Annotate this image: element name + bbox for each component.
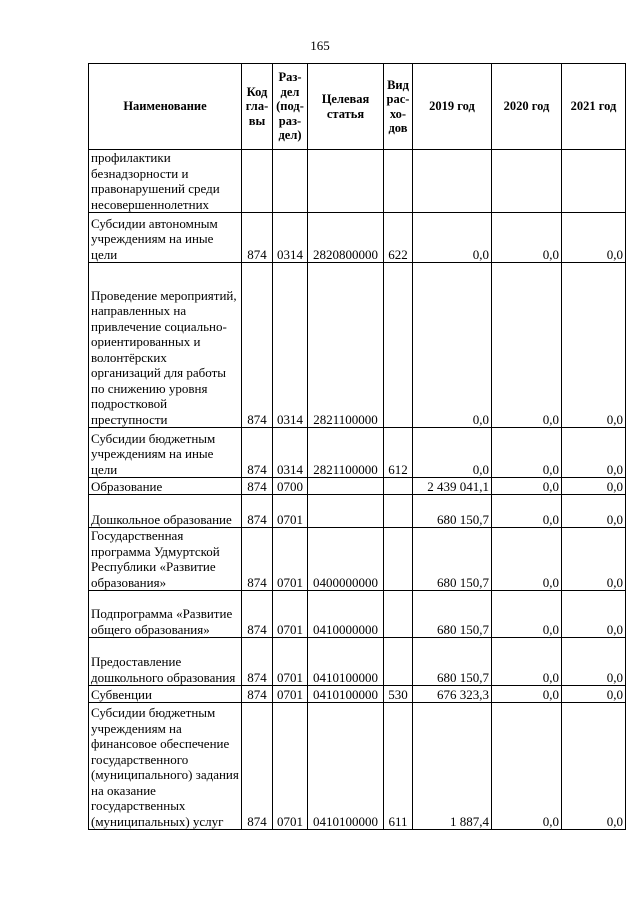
- cell-type: [384, 528, 413, 591]
- table-row: [89, 428, 626, 478]
- cell-chapter: 874: [242, 703, 273, 830]
- cell-y2020: 0,0: [492, 528, 562, 591]
- cell-y2020: [492, 150, 562, 213]
- cell-y2019: 0,0: [413, 213, 492, 263]
- cell-section: 0314: [273, 213, 308, 263]
- cell-y2021: 0,0: [562, 528, 626, 591]
- table-row: [89, 213, 626, 263]
- cell-y2019: 680 150,7: [413, 528, 492, 591]
- cell-section: 0701: [273, 528, 308, 591]
- table-row: [89, 478, 626, 495]
- cell-target: [308, 150, 384, 213]
- header-2020: 2020 год: [492, 64, 562, 150]
- table-row: [89, 638, 626, 686]
- cell-name: Субсидии бюджетным учреждениям на иные цели: [89, 428, 242, 478]
- cell-type: [384, 495, 413, 528]
- cell-section: 0701: [273, 638, 308, 686]
- header-row: [89, 64, 626, 150]
- header-chapter: Код гла-вы: [242, 64, 273, 150]
- cell-name: Субсидии автономным учреждениям на иные цели: [89, 213, 242, 263]
- cell-type: [384, 150, 413, 213]
- cell-section: 0701: [273, 686, 308, 703]
- page-number: 165: [310, 38, 330, 53]
- cell-y2020: 0,0: [492, 638, 562, 686]
- cell-section: 0700: [273, 478, 308, 495]
- cell-y2019: 680 150,7: [413, 638, 492, 686]
- cell-y2020: 0,0: [492, 703, 562, 830]
- table-row: [89, 495, 626, 528]
- cell-type: 530: [384, 686, 413, 703]
- cell-section: 0701: [273, 591, 308, 638]
- header-name: Наименование: [89, 64, 242, 150]
- cell-y2019: 2 439 041,1: [413, 478, 492, 495]
- cell-y2019: 676 323,3: [413, 686, 492, 703]
- cell-section: [273, 150, 308, 213]
- header-2021: 2021 год: [562, 64, 626, 150]
- cell-chapter: 874: [242, 428, 273, 478]
- header-expense-type: Вид рас-хо-дов: [384, 64, 413, 150]
- cell-target: [308, 478, 384, 495]
- cell-chapter: 874: [242, 213, 273, 263]
- cell-chapter: 874: [242, 686, 273, 703]
- budget-table: [88, 63, 626, 830]
- cell-y2021: 0,0: [562, 213, 626, 263]
- cell-target: 2820800000: [308, 213, 384, 263]
- cell-target: 0410100000: [308, 638, 384, 686]
- cell-chapter: 874: [242, 495, 273, 528]
- cell-y2020: 0,0: [492, 591, 562, 638]
- cell-y2021: 0,0: [562, 591, 626, 638]
- cell-y2019: 680 150,7: [413, 591, 492, 638]
- cell-target: 0410000000: [308, 591, 384, 638]
- cell-y2021: [562, 150, 626, 213]
- cell-target: 2821100000: [308, 428, 384, 478]
- cell-chapter: [242, 150, 273, 213]
- cell-y2019: 0,0: [413, 263, 492, 428]
- cell-y2021: 0,0: [562, 495, 626, 528]
- cell-chapter: 874: [242, 263, 273, 428]
- cell-y2020: 0,0: [492, 213, 562, 263]
- cell-chapter: 874: [242, 638, 273, 686]
- cell-chapter: 874: [242, 478, 273, 495]
- header-2019: 2019 год: [413, 64, 492, 150]
- cell-y2021: 0,0: [562, 703, 626, 830]
- table-row: [89, 703, 626, 830]
- cell-target: 0410100000: [308, 686, 384, 703]
- cell-y2020: 0,0: [492, 478, 562, 495]
- table-row: [89, 591, 626, 638]
- cell-section: 0701: [273, 703, 308, 830]
- cell-type: [384, 478, 413, 495]
- cell-name: Предоставление дошкольного образования: [89, 638, 242, 686]
- table-row: [89, 686, 626, 703]
- cell-name: Государственная программа Удмуртской Республики «Развитие образования»: [89, 528, 242, 591]
- cell-y2021: 0,0: [562, 638, 626, 686]
- cell-y2019: [413, 150, 492, 213]
- cell-y2019: 680 150,7: [413, 495, 492, 528]
- cell-type: [384, 591, 413, 638]
- cell-y2021: 0,0: [562, 686, 626, 703]
- cell-y2019: 1 887,4: [413, 703, 492, 830]
- table-row: [89, 528, 626, 591]
- cell-chapter: 874: [242, 591, 273, 638]
- cell-target: 0400000000: [308, 528, 384, 591]
- cell-type: 611: [384, 703, 413, 830]
- cell-name: Образование: [89, 478, 242, 495]
- cell-name: Субвенции: [89, 686, 242, 703]
- table-row: [89, 150, 626, 213]
- cell-y2019: 0,0: [413, 428, 492, 478]
- table-row: [89, 263, 626, 428]
- header-target: Целевая статья: [308, 64, 384, 150]
- cell-y2021: 0,0: [562, 478, 626, 495]
- cell-name: Субсидии бюджетным учреждениям на финансовое обеспечение государственного (муниципального) задания на оказание государственных (муниципальных) услуг: [89, 703, 242, 830]
- cell-type: 622: [384, 213, 413, 263]
- cell-section: 0314: [273, 428, 308, 478]
- cell-section: 0701: [273, 495, 308, 528]
- header-section: Раз-дел (под-раз-дел): [273, 64, 308, 150]
- cell-y2021: 0,0: [562, 263, 626, 428]
- cell-type: [384, 638, 413, 686]
- cell-y2020: 0,0: [492, 428, 562, 478]
- cell-target: [308, 495, 384, 528]
- cell-target: 2821100000: [308, 263, 384, 428]
- cell-name: Проведение мероприятий, направленных на привлечение социально-ориентированных и волонтёрских организаций для работы по снижению уровня подростковой преступности: [89, 263, 242, 428]
- cell-y2021: 0,0: [562, 428, 626, 478]
- cell-y2020: 0,0: [492, 495, 562, 528]
- cell-name: Подпрограмма «Развитие общего образования»: [89, 591, 242, 638]
- cell-name: профилактики безнадзорности и правонарушений среди несовершеннолетних: [89, 150, 242, 213]
- cell-type: 612: [384, 428, 413, 478]
- cell-type: [384, 263, 413, 428]
- cell-section: 0314: [273, 263, 308, 428]
- cell-y2020: 0,0: [492, 686, 562, 703]
- cell-name: Дошкольное образование: [89, 495, 242, 528]
- cell-y2020: 0,0: [492, 263, 562, 428]
- cell-chapter: 874: [242, 528, 273, 591]
- cell-target: 0410100000: [308, 703, 384, 830]
